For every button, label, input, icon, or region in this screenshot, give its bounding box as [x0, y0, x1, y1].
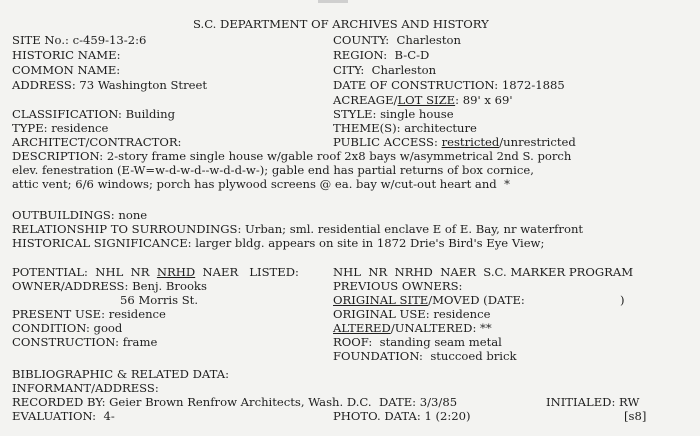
description-line: elev. fenestration (E-W=w-d-w-d--w-d-d-w-); gable end has partial returns of box cornice,	[12, 163, 534, 177]
relationship-to-surroundings: RELATIONSHIP TO SURROUNDINGS: Urban; sml. residential enclave E of E. Bay, nr waterfront	[12, 222, 584, 236]
page-title: S.C. DEPARTMENT OF ARCHIVES AND HISTORY	[193, 17, 489, 31]
public-access-unrestricted: /unrestricted	[499, 135, 576, 149]
recorded-by: RECORDED BY: Geier Brown Renfrow Architects, Wash. D.C. DATE: 3/3/85	[12, 395, 458, 409]
initialed: INITIALED: RW	[546, 395, 640, 409]
lot-size-label: LOT SIZE	[397, 93, 456, 107]
owner-street: 56 Morris St.	[120, 293, 199, 307]
description-line: attic vent; 6/6 windows; porch has plywood screens @ ea. bay w/cut-out heart and *	[12, 177, 510, 191]
foundation: FOUNDATION: stuccoed brick	[333, 349, 517, 363]
classification: CLASSIFICATION: Building	[12, 107, 175, 121]
original-site-label: ORIGINAL SITE	[333, 293, 429, 307]
public-access-label: PUBLIC ACCESS:	[333, 135, 442, 149]
unaltered-label: /UNALTERED: **	[390, 321, 492, 335]
scan-mark	[318, 0, 348, 3]
description-line: DESCRIPTION: 2-story frame single house w/gable roof 2x8 bays w/asymmetrical 2nd S. porch	[12, 149, 572, 163]
reference-code: [s8]	[624, 409, 647, 423]
acreage-lot-size	[333, 93, 513, 107]
listed-options: NHL NR NRHD NAER S.C. MARKER PROGRAM	[333, 265, 634, 279]
date-of-construction: DATE OF CONSTRUCTION: 1872-1885	[333, 78, 565, 92]
previous-owners: PREVIOUS OWNERS:	[333, 279, 463, 293]
county: COUNTY: Charleston	[333, 33, 461, 47]
common-name: COMMON NAME:	[12, 63, 121, 77]
outbuildings: OUTBUILDINGS: none	[12, 208, 148, 222]
condition: CONDITION: good	[12, 321, 123, 335]
site-number: SITE No.: c-459-13-2:6	[12, 33, 147, 47]
construction: CONSTRUCTION: frame	[12, 335, 158, 349]
public-access-restricted: restricted	[441, 135, 500, 149]
evaluation: EVALUATION: 4-	[12, 409, 115, 423]
bibliographic-data: BIBLIOGRAPHIC & RELATED DATA:	[12, 367, 230, 381]
present-use: PRESENT USE: residence	[12, 307, 166, 321]
altered-unaltered	[333, 321, 492, 335]
lot-size-value: : 89' x 69'	[455, 93, 513, 107]
potential-label: POTENTIAL: NHL NR	[12, 265, 157, 279]
moved-label: /MOVED (DATE:	[428, 293, 525, 307]
original-use: ORIGINAL USE: residence	[333, 307, 491, 321]
type: TYPE: residence	[12, 121, 109, 135]
acreage-label: ACREAGE/	[333, 93, 398, 107]
historic-name: HISTORIC NAME:	[12, 48, 121, 62]
photo-data: PHOTO. DATA: 1 (2:20)	[333, 409, 471, 423]
moved-date-close: )	[620, 293, 625, 307]
architect-contractor: ARCHITECT/CONTRACTOR:	[12, 135, 182, 149]
city: CITY: Charleston	[333, 63, 437, 77]
altered-label: ALTERED	[333, 321, 391, 335]
informant-address: INFORMANT/ADDRESS:	[12, 381, 159, 395]
potential-rest: NAER LISTED:	[195, 265, 299, 279]
historical-significance: HISTORICAL SIGNIFICANCE: larger bldg. appears on site in 1872 Drie's Bird's Eye View;	[12, 236, 545, 250]
potential	[12, 265, 299, 279]
owner-address: OWNER/ADDRESS: Benj. Brooks	[12, 279, 207, 293]
address: ADDRESS: 73 Washington Street	[12, 78, 208, 92]
region: REGION: B-C-D	[333, 48, 430, 62]
public-access	[333, 135, 576, 149]
style: STYLE: single house	[333, 107, 454, 121]
potential-nrhd: NRHD	[156, 265, 196, 279]
roof: ROOF: standing seam metal	[333, 335, 502, 349]
themes: THEME(S): architecture	[333, 121, 477, 135]
original-site-moved	[333, 293, 525, 307]
